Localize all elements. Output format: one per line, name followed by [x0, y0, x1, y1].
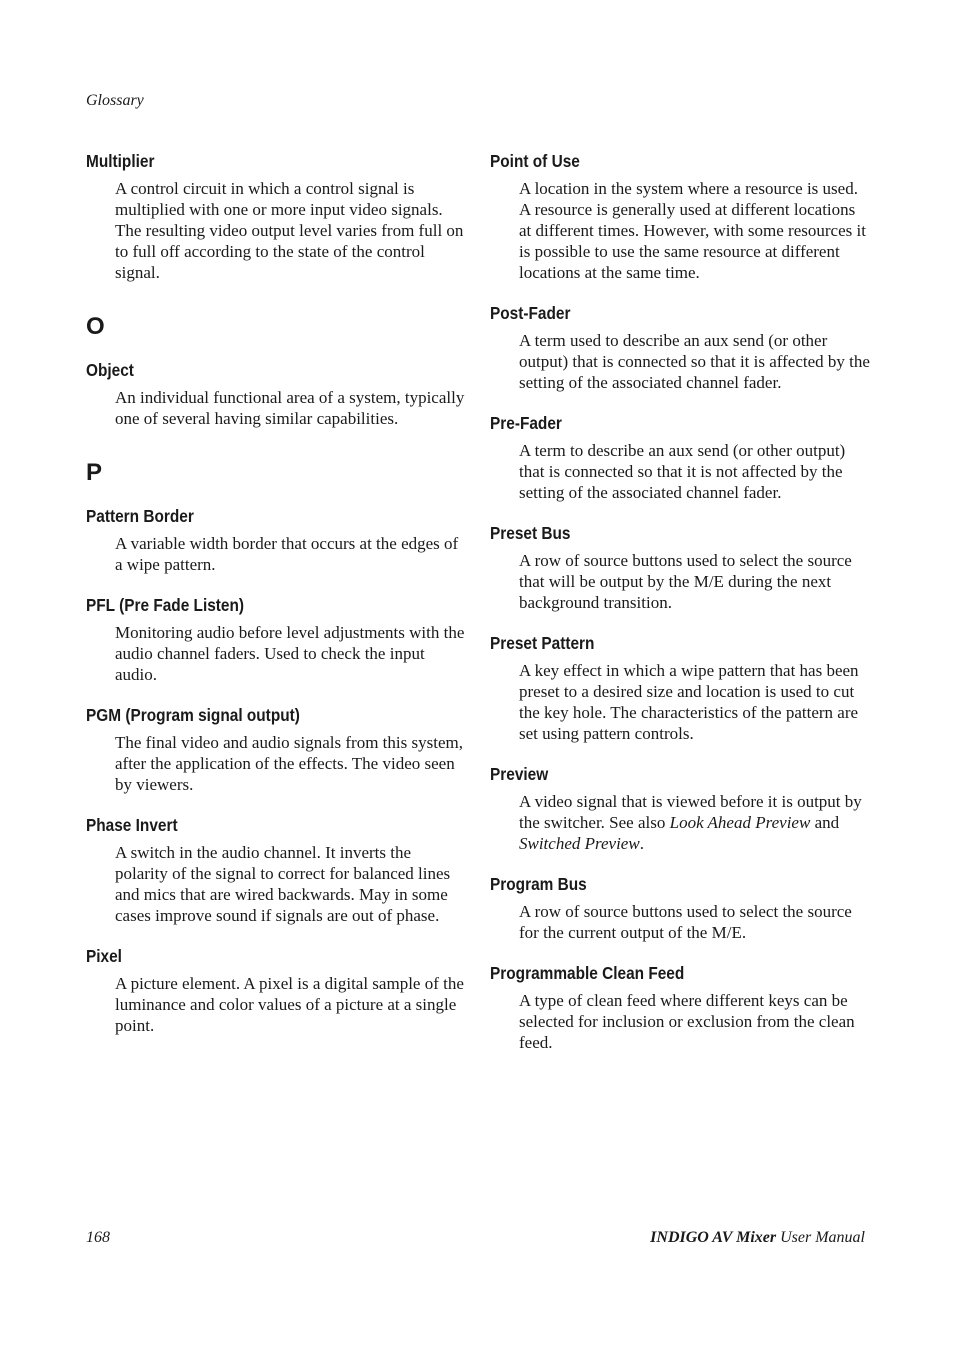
glossary-definition: A term to describe an aux send (or other output) that is connected so that it is not affected by the setting of the associated channel fader.: [519, 441, 846, 502]
glossary-term: Phase Invert: [86, 815, 178, 835]
glossary-definition: The final video and audio signals from this system, after the application of the effects. The video seen by viewers.: [115, 733, 463, 794]
footer-title: [650, 1229, 865, 1247]
glossary-term: PFL (Pre Fade Listen): [86, 595, 245, 615]
glossary-definition: A variable width border that occurs at the edges of a wipe pattern.: [115, 534, 459, 574]
glossary-entry-programmable-clean-feed: [490, 962, 870, 1053]
glossary-term: Point of Use: [490, 151, 580, 171]
glossary-entry-pre-fader: [490, 412, 870, 503]
glossary-definition: An individual functional area of a system, typically one of several having similar capabilities.: [115, 388, 465, 428]
glossary-term: Pre-Fader: [490, 413, 562, 433]
glossary-entry-pixel: [86, 945, 466, 1036]
glossary-entry-multiplier: [86, 150, 466, 283]
definition-text: A video signal that is viewed before it is output by the switcher. See also: [519, 792, 862, 832]
glossary-definition: A picture element. A pixel is a digital sample of the luminance and color values of a picture at a single point.: [115, 974, 464, 1035]
product-name: INDIGO AV Mixer: [650, 1229, 777, 1246]
glossary-definition: A location in the system where a resource is used. A resource is generally used at different locations at different times. However, with some resources it is possible to use the same resource at different locations at the same time.: [519, 179, 866, 282]
manual-label: User Manual: [780, 1229, 865, 1246]
page-number: 168: [86, 1229, 110, 1246]
glossary-entry-preset-pattern: [490, 632, 870, 744]
glossary-definition: A row of source buttons used to select the source that will be output by the M/E during the next background transition.: [519, 551, 852, 612]
glossary-entry-preset-bus: [490, 522, 870, 613]
glossary-term: Programmable Clean Feed: [490, 963, 685, 983]
glossary-term: PGM (Program signal output): [86, 705, 300, 725]
right-column: [490, 150, 870, 1072]
glossary-entry-point-of-use: [490, 150, 870, 283]
definition-text: and: [810, 813, 840, 832]
glossary-term: Preview: [490, 764, 549, 784]
glossary-definition: A control circuit in which a control signal is multiplied with one or more input video signals. The resulting video output level varies from full on to full off according to the state of the control signal.: [115, 179, 464, 282]
glossary-term: Pattern Border: [86, 506, 194, 526]
definition-text: .: [639, 834, 644, 853]
glossary-term: Program Bus: [490, 874, 587, 894]
glossary-entry-pattern-border: [86, 505, 466, 575]
glossary-term: Post-Fader: [490, 303, 571, 323]
glossary-definition: A key effect in which a wipe pattern that has been preset to a desired size and location is used to cut the key hole. The characteristics of the pattern are set using pattern controls.: [519, 661, 859, 743]
glossary-entry-post-fader: [490, 302, 870, 393]
glossary-entry-program-bus: [490, 873, 870, 943]
glossary-definition: Monitoring audio before level adjustments with the audio channel faders. Used to check the input audio.: [115, 623, 465, 684]
glossary-term: Preset Pattern: [490, 633, 595, 653]
glossary-definition: A switch in the audio channel. It inverts the polarity of the signal to correct for balanced lines and mics that are wired backwards. May in some cases improve sound if signals are out of phase.: [115, 843, 451, 925]
glossary-entry-phase-invert: [86, 814, 466, 926]
section-letter-o: O: [86, 313, 105, 340]
glossary-entry-preview: [490, 763, 870, 854]
left-column: [86, 150, 466, 1055]
glossary-term: Preset Bus: [490, 523, 571, 543]
running-header: Glossary: [86, 92, 144, 109]
glossary-definition: A row of source buttons used to select the source for the current output of the M/E.: [519, 902, 852, 942]
cross-reference-switched-preview: Switched Preview: [519, 834, 640, 853]
glossary-definition: [519, 791, 870, 854]
glossary-entry-pfl: [86, 594, 466, 685]
section-letter-p: P: [86, 459, 103, 486]
glossary-entry-object: [86, 359, 466, 429]
glossary-entry-pgm: [86, 704, 466, 795]
glossary-term: Pixel: [86, 946, 122, 966]
glossary-definition: A type of clean feed where different keys can be selected for inclusion or exclusion from the clean feed.: [519, 991, 855, 1052]
glossary-term: Multiplier: [86, 151, 155, 171]
glossary-term: Object: [86, 360, 134, 380]
glossary-definition: A term used to describe an aux send (or other output) that is connected so that it is affected by the setting of the associated channel fader.: [519, 331, 870, 392]
cross-reference-look-ahead-preview: Look Ahead Preview: [669, 813, 811, 832]
